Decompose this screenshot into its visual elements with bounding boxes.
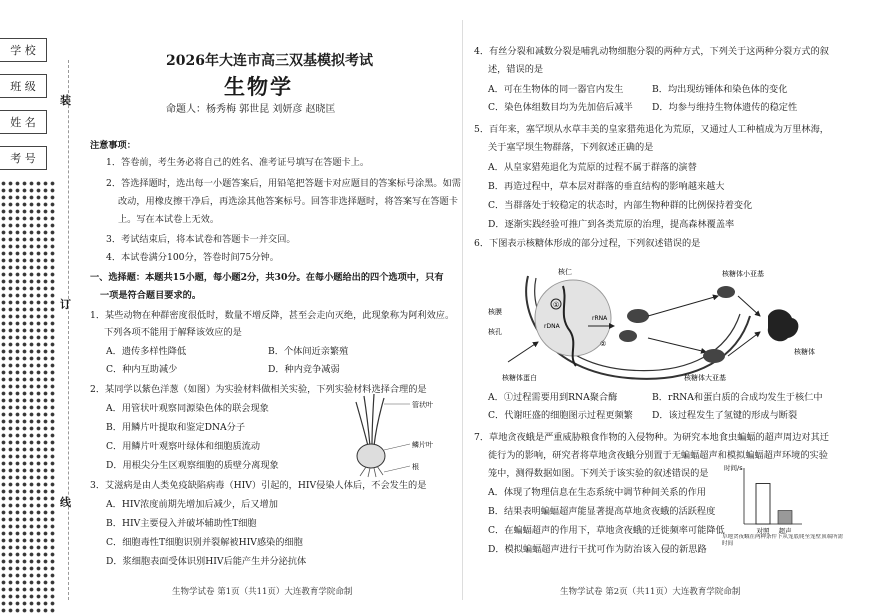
binding-strip <box>0 0 60 614</box>
q2-option-a: A．用管状叶观察同源染色体的联会现象 <box>106 403 269 414</box>
chart-ylabel: 时间/s <box>724 464 743 472</box>
q4-option-a: A．可在生物体的同一器官内发生 <box>488 84 624 95</box>
notice-1: 1．答卷前，考生务必将自己的姓名、准考证号填写在答题卡上。 <box>106 157 370 168</box>
q7-stem: 7．草地贪夜蛾是严重威胁粮食作物的入侵物种。为研究本地食虫蝙蝠的超声周边对其迁 <box>474 432 829 443</box>
q4-option-d: D．均参与维持生物体遗传的稳定性 <box>652 102 798 113</box>
q1-stem: 1．某些动物在种群密度很低时，数量不增反降，甚至会走向灭绝，此现象称为阿利效应。 <box>90 310 455 321</box>
exam-title: 2026年大连市高三双基模拟考试 <box>166 53 373 69</box>
label-rdna: rDNA <box>544 323 560 330</box>
ribosome-figure <box>488 256 828 388</box>
q6-option-a: A．①过程需要用到RNA聚合酶 <box>488 392 618 403</box>
large-subunit-nucleus <box>627 309 649 323</box>
ribosome <box>768 309 799 341</box>
q3-option-b: B．HIV主要侵入并破坏辅助性T细胞 <box>106 518 257 529</box>
notice-title: 注意事项： <box>90 140 136 151</box>
q7-stem-b: 徙行为的影响，研究者将草地贪夜蛾分别置于无蝙蝠超声和模拟蝙蝠超声环境的实验 <box>488 450 828 461</box>
notice-2: 2．答选择题时，选出每一小题答案后，用铅笔把答题卡对应题目的答案标号涂黑。如需 <box>106 178 461 189</box>
label-scale-leaf: 鳞片叶 <box>412 441 433 449</box>
q3-option-d: D．浆细胞表面受体识别HIV后能产生并分泌抗体 <box>106 556 307 567</box>
q7-option-d: D．模拟蝙蝠超声进行干扰可作为防治该入侵的新思路 <box>488 544 707 555</box>
binding-pattern <box>0 180 56 614</box>
q5-stem-b: 关于塞罕坝生物群落，下列叙述正确的是 <box>488 142 654 153</box>
q4-option-b: B．均出现纺锤体和染色体的变化 <box>652 84 788 95</box>
page2-footer: 生物学试卷 第2页（共11页）大连教育学院命制 <box>560 587 741 597</box>
binding-dashline <box>68 60 69 600</box>
bar-ultrasound <box>778 511 792 525</box>
onion-figure <box>338 394 450 478</box>
notice-3: 3．考试结束后，将本试卷和答题卡一并交回。 <box>106 234 296 245</box>
onion-leaves <box>356 394 384 446</box>
label-tubular-leaf: 管状叶 <box>412 401 433 409</box>
chart-caption: 草地贪夜蛾在两种条件下从笼底爬至笼壁顶端所需时间 <box>722 534 844 547</box>
page-divider <box>462 20 463 600</box>
label-large-subunit: 核糖体大亚基 <box>684 374 726 382</box>
school-field[interactable]: 学 校 <box>0 38 47 62</box>
label-nucleolus: 核仁 <box>558 268 572 276</box>
authors: 命题人：杨秀梅 郭世昆 刘妍彦 赵晓匡 <box>166 104 336 115</box>
class-field[interactable]: 班 级 <box>0 74 47 98</box>
category-control: 对照 <box>756 527 770 535</box>
notice-2b: 改动，用橡皮擦干净后，再选涂其他答案标号。回答非选择题时，将答案写在答题卡 <box>118 196 458 207</box>
q7-stem-c: 笼中，测得数据如图。下列关于该实验的叙述错误的是 <box>488 468 709 479</box>
category-ultrasound: 超声 <box>778 527 792 535</box>
label-ribosomal-protein: 核糖体蛋白 <box>502 374 537 382</box>
q4-stem-b: 述，错误的是 <box>488 64 544 75</box>
q4-stem: 4．有丝分裂和减数分裂是哺乳动物细胞分裂的两种方式，下列关于这两种分裂方式的叙 <box>474 46 829 57</box>
label-ribosome: 核糖体 <box>794 348 815 356</box>
side-char-xian: 线 <box>60 496 71 509</box>
label-nuclear-envelope: 核膜 <box>488 308 502 316</box>
subject-title: 生物学 <box>224 74 293 99</box>
q2-stem: 2．某同学以紫色洋葱（如图）为实验材料做相关实验，下列实验材料选择合理的是 <box>90 384 427 395</box>
q5-option-a: A．从皇家猎苑退化为荒原的过程不属于群落的演替 <box>488 162 697 173</box>
side-char-zhuang: 装 <box>60 94 71 107</box>
side-char-ding: 订 <box>60 298 71 311</box>
small-subunit-nucleus <box>619 330 637 342</box>
bar-control <box>756 484 770 525</box>
q2-option-d: D．用根尖分生区观察细胞的质壁分离现象 <box>106 460 279 471</box>
label-root: 根 <box>412 463 419 471</box>
figure7-chart <box>722 462 844 548</box>
q5-option-b: B．再造过程中，草本层对群落的垂直结构的影响越来越大 <box>488 181 725 192</box>
q3-option-c: C．细胞毒性T细胞识别并裂解被HIV感染的细胞 <box>106 537 303 548</box>
q5-option-c: C．当群落处于较稳定的状态时，内部生物种群的比例保持着变化 <box>488 200 753 211</box>
q1-option-a: A．遗传多样性降低 <box>106 346 187 357</box>
label-step-1: ① <box>553 301 560 309</box>
q7-option-b: B．结果表明蝙蝠超声能显著提高草地贪夜蛾的活跃程度 <box>488 506 716 517</box>
name-field[interactable]: 姓 名 <box>0 110 47 134</box>
q5-option-d: D．逐渐实践经验可推广到各类荒原的治理，提高森林覆盖率 <box>488 219 735 230</box>
q6-option-c: C．代谢旺盛的细胞图示过程更频繁 <box>488 410 633 421</box>
q7-option-c: C．在蝙蝠超声的作用下，草地贪夜蛾的迁徙频率可能降低 <box>488 525 725 536</box>
section-title-b: 一项是符合题目要求的。 <box>100 290 202 301</box>
onion-bulb <box>357 444 385 468</box>
q3-option-a: A．HIV浓度前期先增加后减少，后又增加 <box>106 499 278 510</box>
label-small-subunit: 核糖体小亚基 <box>722 270 764 278</box>
q4-option-c: C．染色体组数目均为先加倍后减半 <box>488 102 633 113</box>
q1-option-d: D．种内竞争减弱 <box>268 364 340 375</box>
label-step-2: ② <box>600 340 607 348</box>
small-subunit-cytoplasm <box>717 286 735 298</box>
q1-option-b: B．个体间近亲繁殖 <box>268 346 349 357</box>
page1-footer: 生物学试卷 第1页（共11页）大连教育学院命制 <box>172 587 353 597</box>
exam-number-field[interactable]: 考 号 <box>0 146 47 170</box>
label-rrna: rRNA <box>592 315 608 322</box>
q5-stem: 5．百年来，塞罕坝从水草丰美的皇家猎苑退化为荒原，又通过人工种植成为万里林海， <box>474 124 829 135</box>
q6-stem: 6．下图表示核糖体形成的部分过程，下列叙述错误的是 <box>474 238 701 249</box>
q1-stem-b: 下列各项不能用于解释该效应的是 <box>104 327 242 338</box>
section-title: 一、选择题：本题共15小题，每小题2分，共30分。在每小题给出的四个选项中，只有 <box>90 272 444 283</box>
q2-option-b: B．用鳞片叶提取和鉴定DNA分子 <box>106 422 246 433</box>
q1-option-c: C．种内互助减少 <box>106 364 178 375</box>
notice-4: 4．本试卷满分100分，答卷时间75分钟。 <box>106 252 279 263</box>
large-subunit-cytoplasm <box>703 349 725 363</box>
q7-option-a: A．体现了物理信息在生态系统中调节种间关系的作用 <box>488 487 706 498</box>
label-nuclear-pore: 核孔 <box>488 328 502 336</box>
notice-2c: 上。写在本试卷上无效。 <box>118 214 220 225</box>
q6-option-d: D．该过程发生了氢键的形成与断裂 <box>652 410 798 421</box>
q6-option-b: B．rRNA和蛋白质的合成均发生于核仁中 <box>652 392 823 403</box>
q3-stem: 3．艾滋病是由人类免疫缺陷病毒（HIV）引起的，HIV侵染人体后，不会发生的是 <box>90 480 427 491</box>
q2-option-c: C．用鳞片叶观察叶绿体和细胞质流动 <box>106 441 261 452</box>
